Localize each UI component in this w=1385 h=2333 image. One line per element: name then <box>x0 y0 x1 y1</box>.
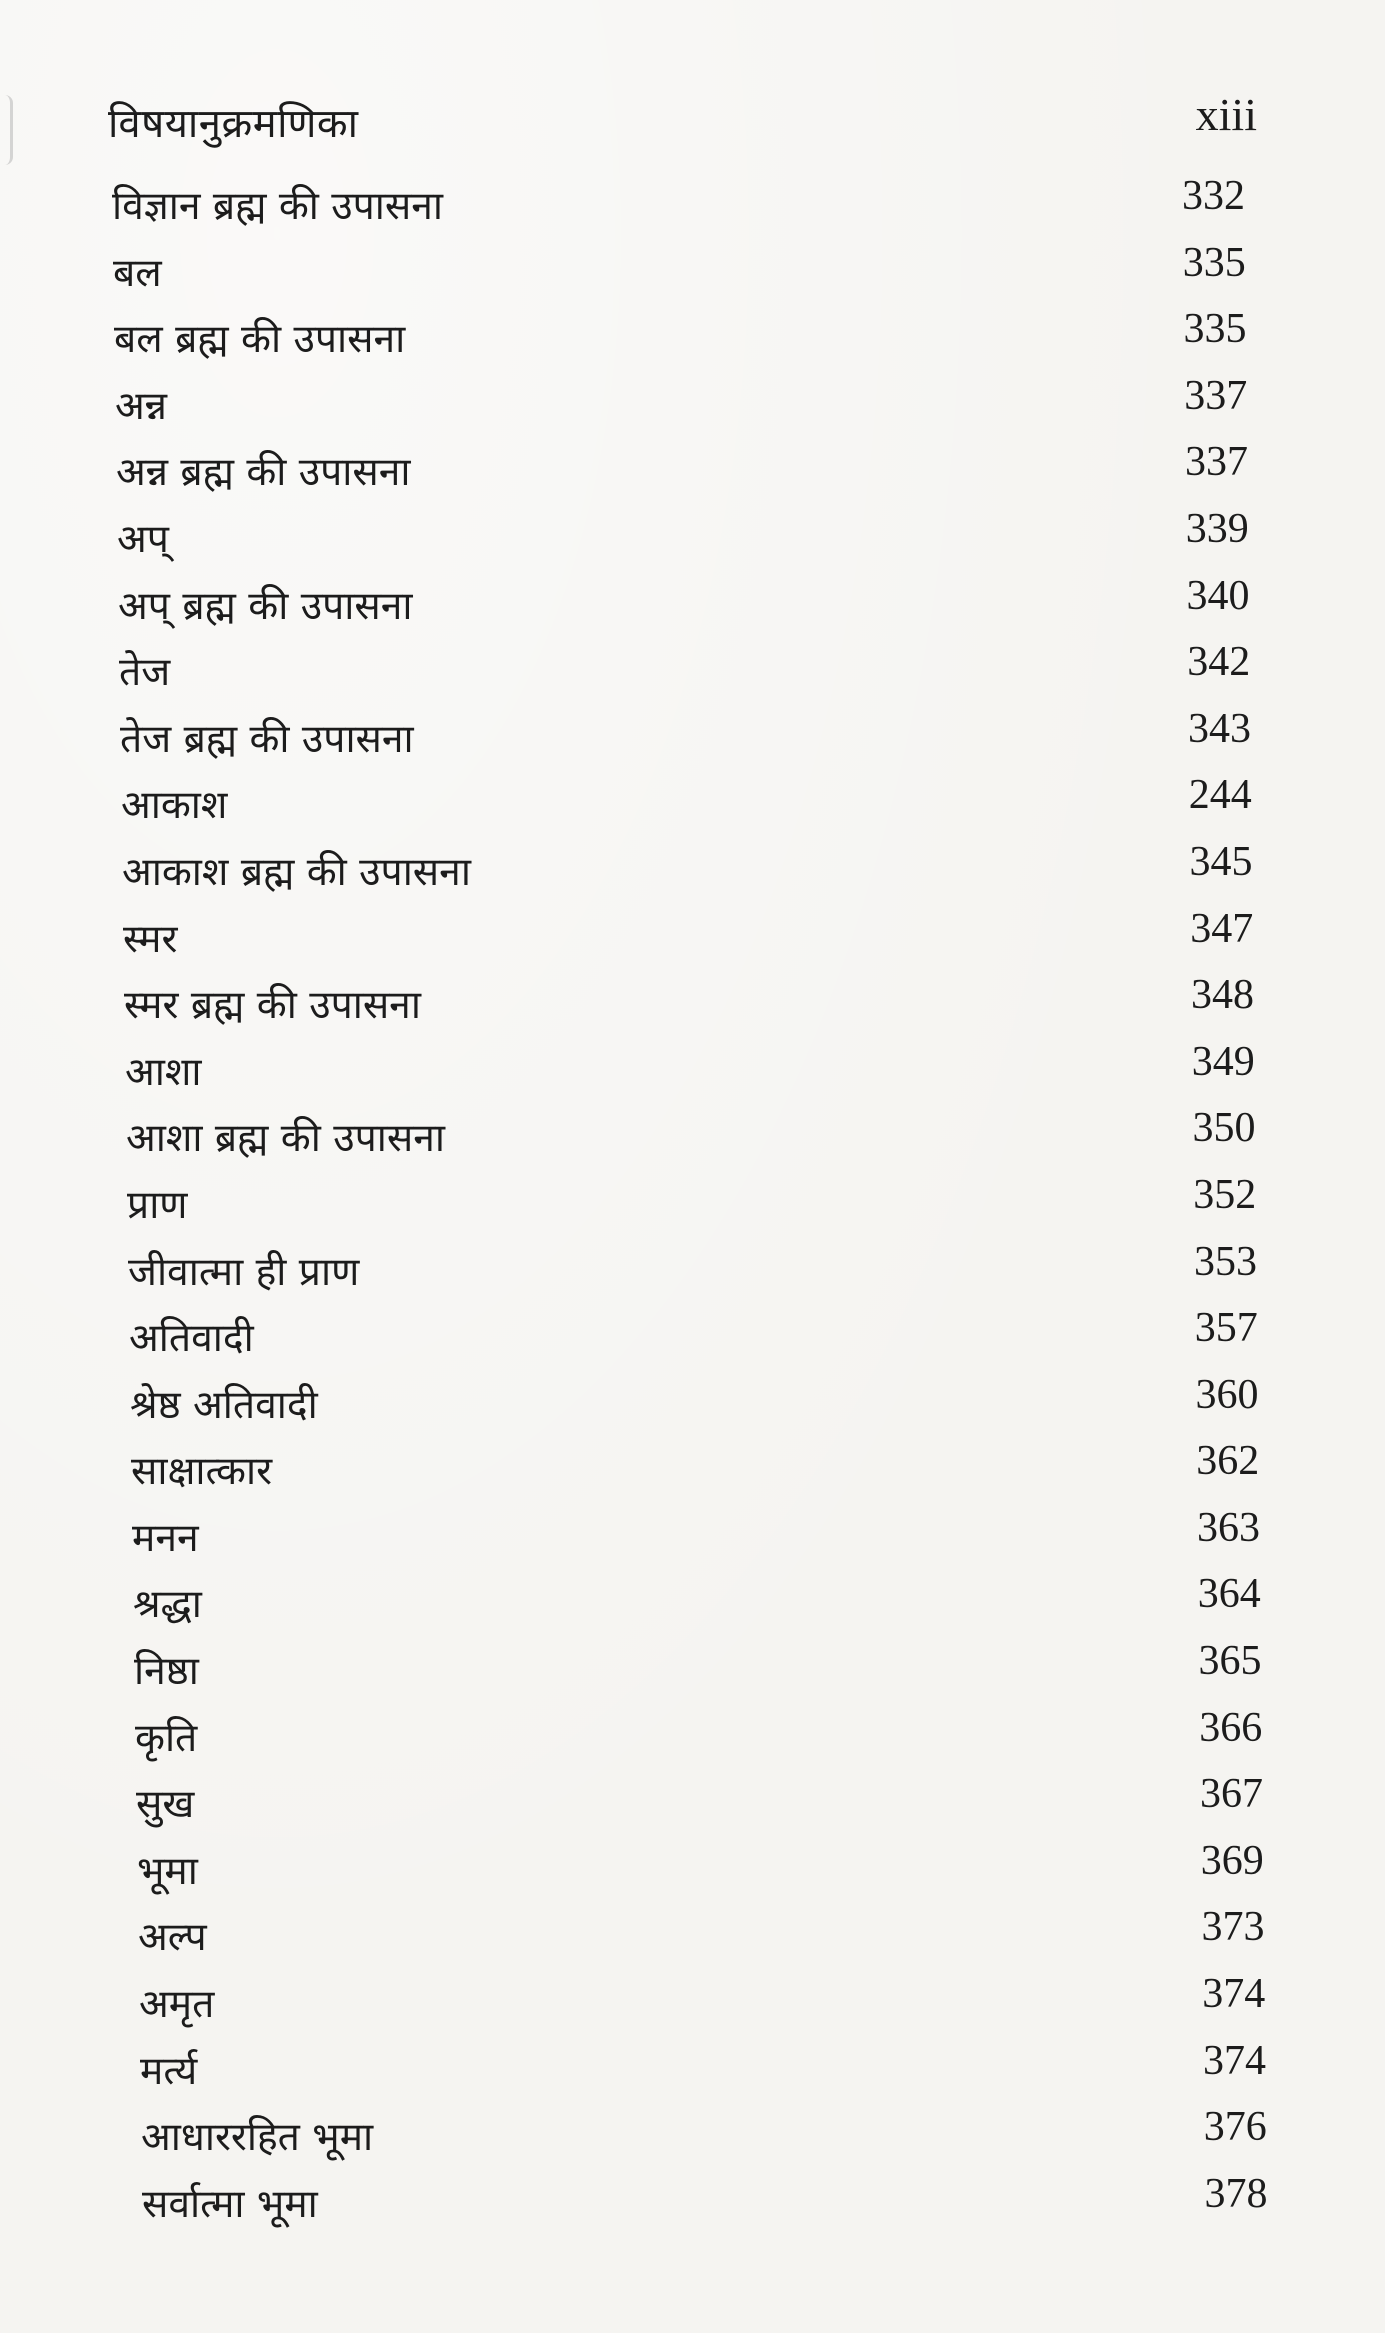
toc-entry <box>110 2037 1270 2104</box>
toc-entry <box>110 1504 1270 1571</box>
toc-entry-title: स्मर ब्रह्म की उपासना <box>124 983 421 1029</box>
toc-entry-page-number: 362 <box>1196 1438 1260 1485</box>
toc-entry-title: निष्ठा <box>134 1649 199 1695</box>
toc-entry <box>110 2103 1270 2170</box>
table-of-contents <box>110 172 1270 2236</box>
toc-entry-title: अल्प <box>138 1915 207 1961</box>
toc-entry-title: विज्ञान ब्रह्म की उपासना <box>112 184 444 229</box>
toc-entry <box>110 971 1270 1038</box>
toc-entry-page-number: 350 <box>1192 1105 1256 1152</box>
toc-entry-page-number: 353 <box>1194 1238 1257 1285</box>
toc-entry-page-number: 244 <box>1188 772 1252 819</box>
toc-entry <box>110 1637 1270 1704</box>
running-title: विषयानुक्रमणिका <box>108 101 359 147</box>
toc-entry <box>110 1570 1270 1637</box>
toc-entry-title: बल ब्रह्म की उपासना <box>114 317 406 363</box>
toc-entry <box>110 1903 1270 1970</box>
toc-entry <box>110 2170 1270 2237</box>
toc-entry <box>110 1304 1270 1371</box>
toc-entry-title: मर्त्य <box>140 2048 198 2094</box>
toc-entry-title: अप् <box>117 516 169 562</box>
toc-entry-title: आधाररहित भूमा <box>141 2115 374 2161</box>
toc-entry-page-number: 360 <box>1195 1371 1259 1418</box>
toc-entry <box>110 1970 1270 2037</box>
toc-entry-title: अन्न ब्रह्म की उपासना <box>116 450 411 496</box>
toc-entry-title: सुख <box>136 1782 195 1828</box>
toc-entry-page-number: 347 <box>1190 905 1254 952</box>
toc-entry <box>110 905 1270 972</box>
toc-entry <box>110 638 1270 705</box>
toc-entry-title: प्राण <box>127 1182 188 1228</box>
toc-entry-page-number: 348 <box>1191 972 1254 1019</box>
toc-entry <box>110 1437 1270 1504</box>
toc-entry <box>110 1038 1270 1105</box>
toc-entry <box>110 1371 1270 1438</box>
toc-entry-page-number: 342 <box>1187 639 1251 686</box>
toc-entry-page-number: 352 <box>1193 1171 1257 1218</box>
toc-entry <box>110 1104 1270 1171</box>
toc-entry-title: बल <box>113 250 162 296</box>
toc-entry-page-number: 343 <box>1188 705 1251 752</box>
toc-entry-page-number: 369 <box>1200 1837 1264 1884</box>
toc-entry-title: अतिवादी <box>129 1316 254 1362</box>
toc-entry <box>110 505 1270 572</box>
toc-entry-page-number: 378 <box>1204 2170 1268 2217</box>
toc-entry <box>110 572 1270 639</box>
toc-entry-page-number: 373 <box>1201 1904 1265 1951</box>
toc-entry-title: स्मर <box>123 916 178 962</box>
toc-entry-title: सर्वात्मा भूमा <box>142 2181 318 2227</box>
toc-entry-title: अप् ब्रह्म की उपासना <box>118 583 413 629</box>
toc-entry-title: जीवात्मा ही प्राण <box>128 1249 360 1295</box>
toc-entry <box>110 838 1270 905</box>
toc-entry <box>110 705 1270 772</box>
toc-entry-page-number: 366 <box>1199 1704 1263 1751</box>
toc-entry-title: श्रद्धा <box>133 1582 202 1628</box>
toc-entry-page-number: 339 <box>1185 505 1249 552</box>
toc-entry-title: तेज ब्रह्म की उपासना <box>120 716 414 762</box>
toc-entry-title: अमृत <box>139 1982 215 2028</box>
toc-entry <box>110 1704 1270 1771</box>
toc-entry-page-number: 374 <box>1203 2037 1266 2084</box>
toc-entry-title: श्रेष्ठ अतिवादी <box>130 1382 318 1428</box>
toc-entry-page-number: 364 <box>1197 1571 1261 1618</box>
page-edge-shadow <box>0 95 13 165</box>
toc-entry-page-number: 376 <box>1203 2104 1267 2151</box>
toc-entry-page-number: 363 <box>1197 1504 1260 1551</box>
toc-entry-page-number: 335 <box>1183 306 1247 353</box>
toc-entry-title: तेज <box>119 650 171 696</box>
toc-entry-title: आशा <box>125 1049 202 1095</box>
toc-entry-title: मनन <box>132 1515 199 1561</box>
toc-entry-page-number: 337 <box>1185 439 1248 486</box>
toc-entry-page-number: 337 <box>1184 372 1248 419</box>
toc-entry-page-number: 340 <box>1186 572 1250 619</box>
toc-entry-page-number: 332 <box>1182 173 1245 219</box>
toc-entry <box>110 771 1270 838</box>
toc-entry <box>110 438 1270 505</box>
toc-entry-title: अन्न <box>115 383 168 429</box>
toc-entry <box>110 172 1270 239</box>
page-header <box>108 88 1257 148</box>
toc-entry-title: साक्षात्कार <box>131 1449 273 1495</box>
toc-entry <box>110 305 1270 372</box>
toc-entry <box>110 1837 1270 1904</box>
toc-entry <box>110 1171 1270 1238</box>
toc-entry-title: भूमा <box>137 1848 198 1894</box>
toc-entry-page-number: 374 <box>1202 1971 1266 2018</box>
toc-entry-title: कृति <box>135 1715 198 1761</box>
toc-entry-title: आकाश <box>121 783 228 829</box>
toc-entry <box>110 1770 1270 1837</box>
toc-entry-page-number: 335 <box>1182 239 1246 286</box>
toc-entry <box>110 372 1270 439</box>
toc-entry <box>110 239 1270 306</box>
toc-entry-page-number: 367 <box>1200 1771 1263 1818</box>
toc-entry-page-number: 357 <box>1194 1305 1258 1352</box>
toc-entry-page-number: 345 <box>1189 838 1253 885</box>
toc-entry-title: आकाश ब्रह्म की उपासना <box>122 849 471 895</box>
roman-page-number: xiii <box>1195 89 1257 140</box>
toc-entry-page-number: 365 <box>1198 1638 1262 1685</box>
toc-entry-title: आशा ब्रह्म की उपासना <box>126 1116 445 1162</box>
toc-entry-page-number: 349 <box>1191 1038 1255 1085</box>
toc-entry <box>110 1238 1270 1305</box>
